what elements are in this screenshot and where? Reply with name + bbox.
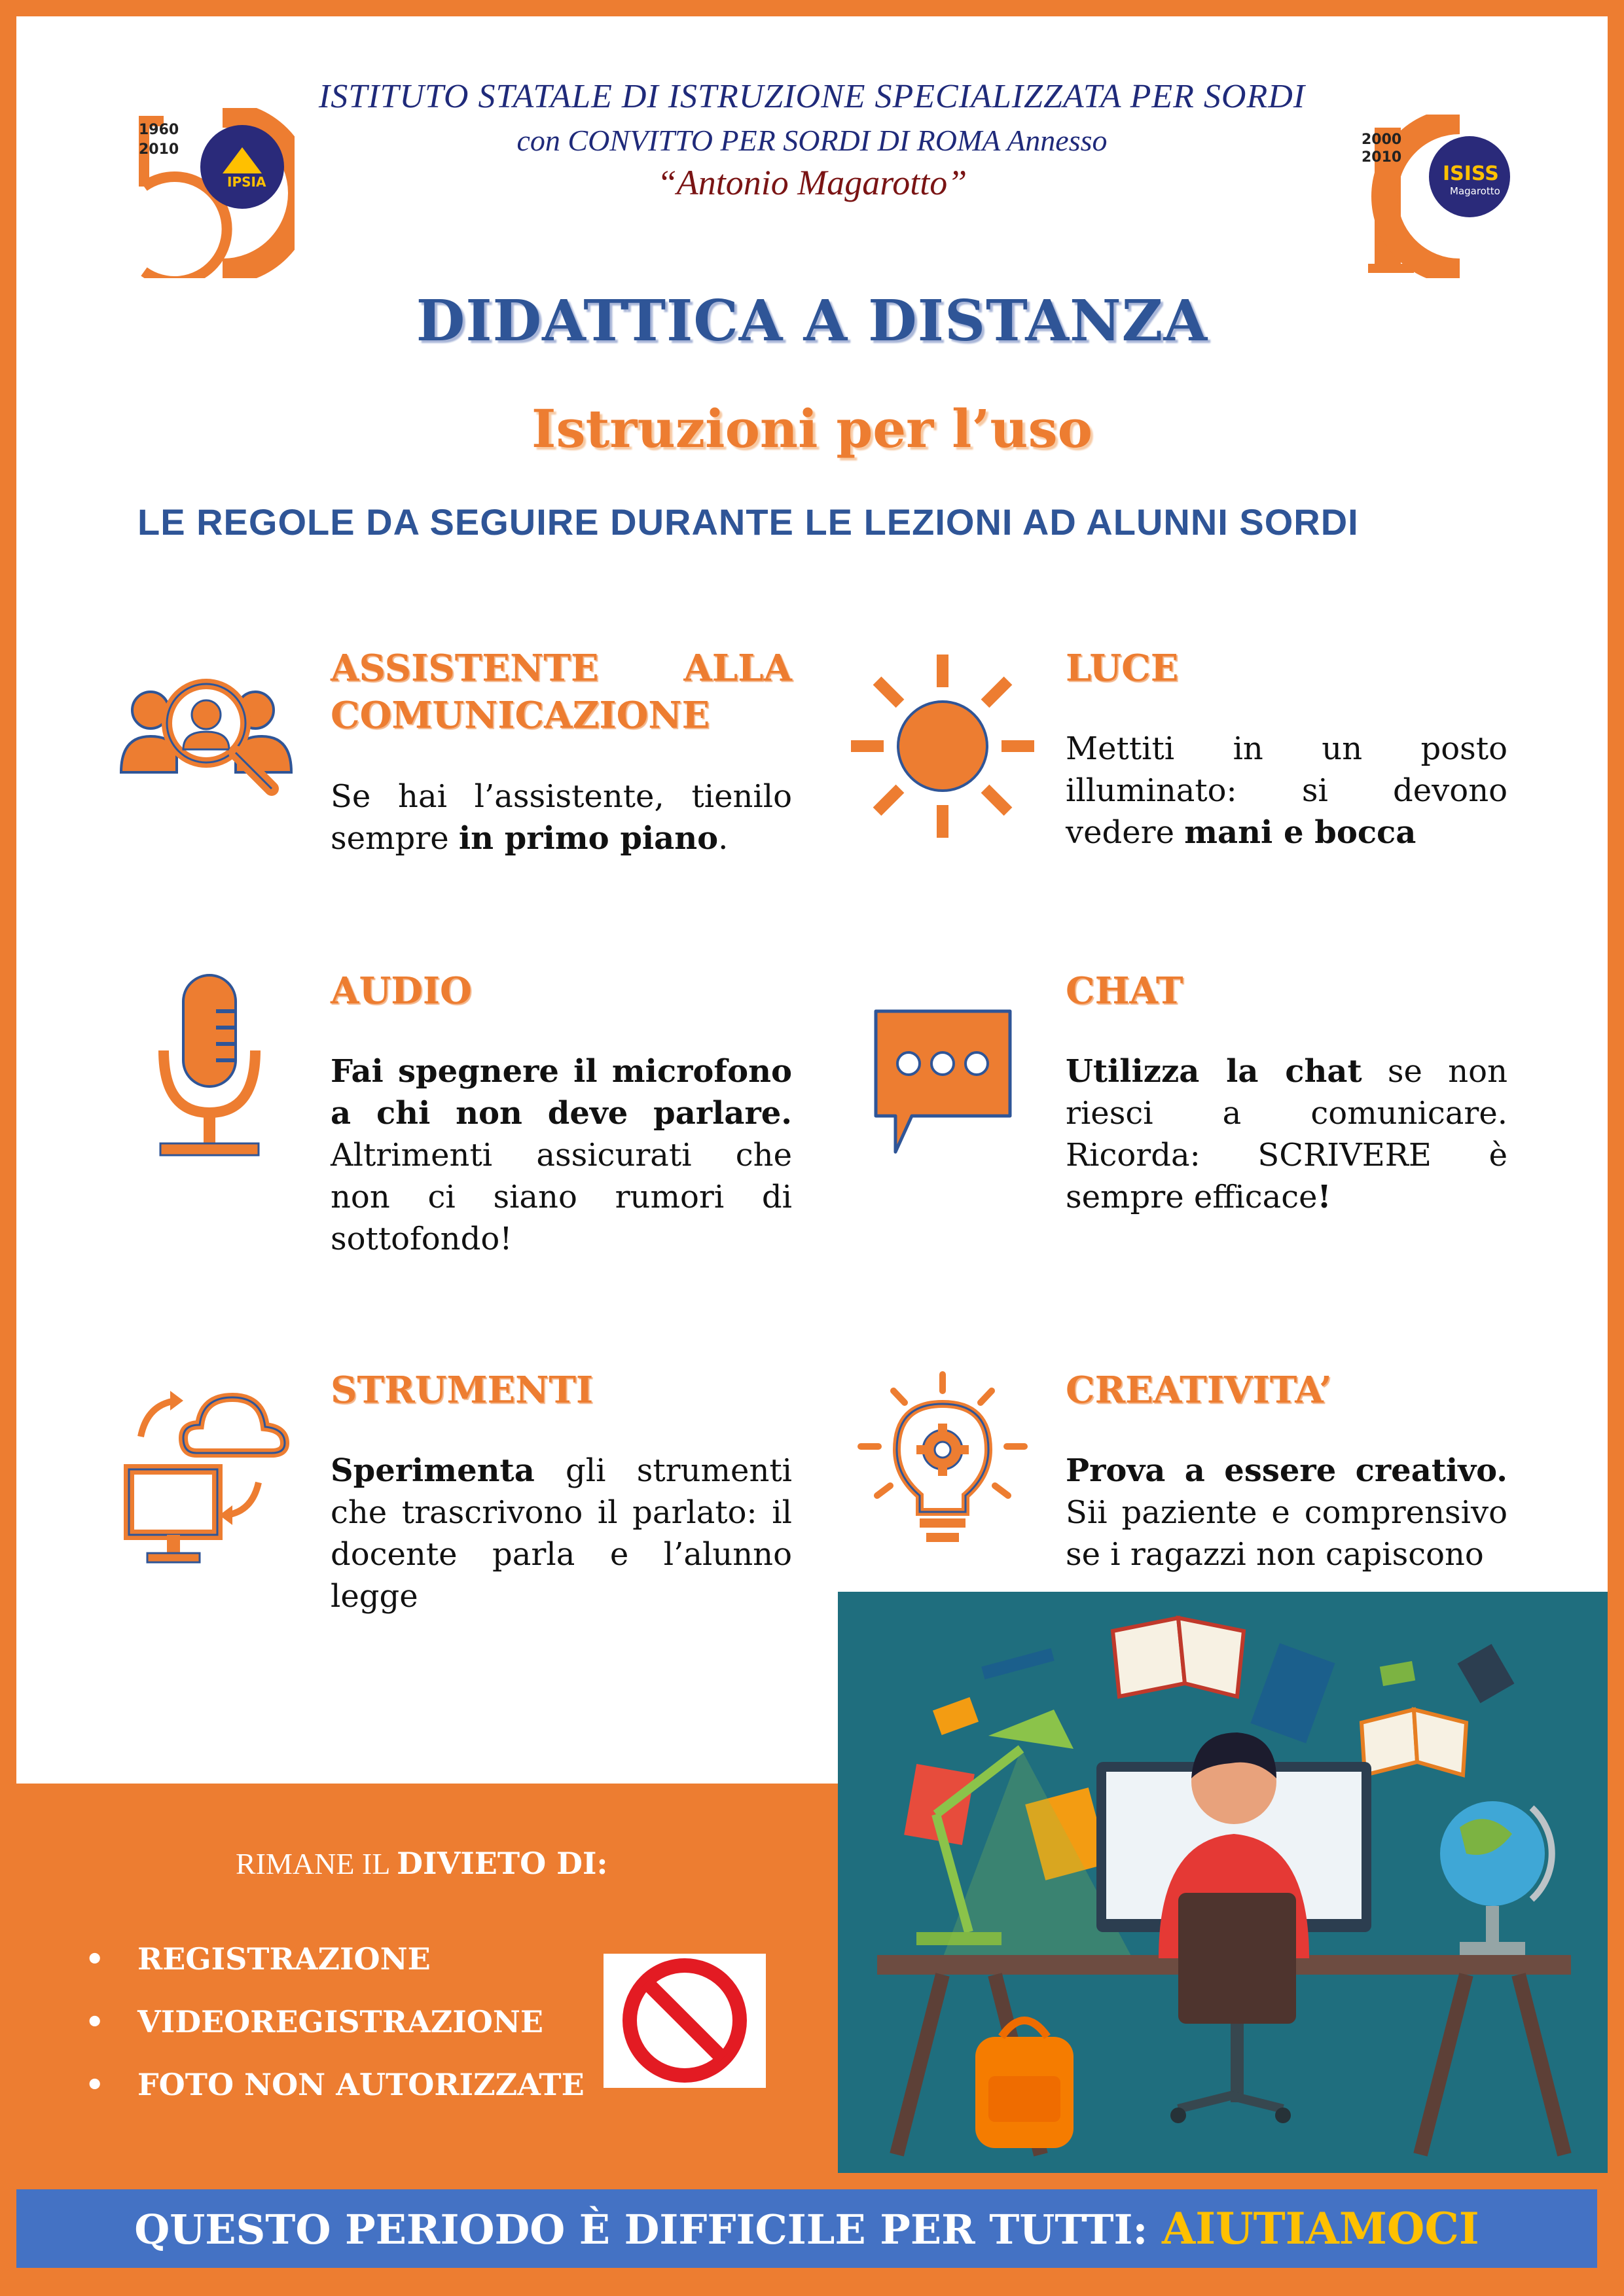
text-creativita-bold: Prova a essere creativo. xyxy=(1066,1452,1507,1489)
ban-intro-bold: DIVIETO DI: xyxy=(397,1846,608,1881)
text-chat-post: se non riesci a comunicare. Ricorda: SCRIVERE è sempre efficace xyxy=(1066,1053,1507,1215)
footer-text-main: QUESTO PERIODO È DIFFICILE PER TUTTI: xyxy=(134,2206,1162,2253)
isiss-10-logo xyxy=(1362,115,1519,278)
page-title: DIDATTICA A DISTANZA xyxy=(416,288,1208,354)
text-luce xyxy=(1066,728,1507,853)
lightbulb-gear-icon xyxy=(857,1371,1028,1554)
text-chat-end: ! xyxy=(1317,1179,1331,1215)
school-name-line3: “Antonio Magarotto” xyxy=(657,163,967,202)
prohibited-icon-box xyxy=(604,1954,766,2088)
text-luce-pre: Mettiti in un posto illuminato: si devono vedere xyxy=(1066,730,1507,851)
logo-right-badge-sub: Magarotto xyxy=(1450,185,1500,197)
ban-intro xyxy=(236,1846,608,1881)
ban-intro-pre: RIMANE IL xyxy=(236,1847,397,1880)
search-people-icon xyxy=(118,674,295,805)
ipsia-50-logo xyxy=(137,108,295,278)
heading-luce: LUCE xyxy=(1066,647,1179,690)
text-audio-bold: Fai spegnere il microfono a chi non deve parlare. xyxy=(331,1053,792,1132)
microphone-icon xyxy=(154,972,265,1162)
text-strumenti-bold: Sperimenta xyxy=(331,1452,535,1489)
text-assistente-pre: Se hai l’assistente, tienilo sempre xyxy=(331,778,792,857)
logo-right-year-bottom: 2010 xyxy=(1362,149,1402,166)
heading-chat: CHAT xyxy=(1066,969,1183,1013)
text-creativita-post: Sii paziente e comprensivo se i ragazzi non capiscono xyxy=(1066,1494,1507,1573)
school-name-line2: con CONVITTO PER SORDI DI ROMA Annesso xyxy=(516,124,1108,157)
cloud-sync-icon xyxy=(121,1378,295,1574)
footer-text xyxy=(16,2189,1597,2268)
logo-left-year-top: 1960 xyxy=(139,122,179,138)
heading-creativita: CREATIVITA’ xyxy=(1066,1369,1332,1412)
chat-bubble-icon xyxy=(869,1005,1017,1162)
heading-assistente-word2: ALLA xyxy=(683,647,792,690)
text-audio-post: Altrimenti assicurati che non ci siano rumori di sottofondo! xyxy=(331,1137,792,1257)
ban-item: • VIDEOREGISTRAZIONE xyxy=(79,1990,585,2053)
text-audio xyxy=(331,1050,792,1260)
text-chat-bold: Utilizza la chat xyxy=(1066,1053,1362,1090)
logo-left-badge: IPSIA xyxy=(227,174,266,190)
heading-assistente-line1 xyxy=(331,645,792,692)
text-chat xyxy=(1066,1050,1507,1218)
text-luce-bold: mani e bocca xyxy=(1184,814,1416,851)
student-at-computer-illustration xyxy=(838,1592,1608,2173)
ban-item: • REGISTRAZIONE xyxy=(79,1928,585,1990)
text-assistente xyxy=(331,776,792,859)
page-subtitle: Istruzioni per l’uso xyxy=(532,398,1092,459)
heading-strumenti: STRUMENTI xyxy=(331,1369,594,1412)
text-assistente-bold: in primo piano xyxy=(458,820,719,857)
heading-assistente xyxy=(331,645,792,739)
logo-left-year-bottom: 2010 xyxy=(139,141,179,158)
ban-list xyxy=(79,1928,585,2116)
logo-right-year-top: 2000 xyxy=(1362,132,1402,148)
footer-accent: AIUTIAMOCI xyxy=(1161,2203,1479,2254)
logo-right-badge: ISISS xyxy=(1443,162,1499,185)
heading-assistente-word1: ASSISTENTE xyxy=(331,647,599,690)
prohibited-icon xyxy=(604,1954,766,2088)
text-strumenti-post: gli strumenti che trascrivono il parlato: il docente parla e l’alunno legge xyxy=(331,1452,792,1615)
footer-banner xyxy=(16,2189,1597,2268)
sun-icon xyxy=(848,651,1038,841)
heading-audio: AUDIO xyxy=(331,969,472,1013)
text-assistente-post: . xyxy=(718,820,729,857)
text-strumenti xyxy=(331,1450,792,1617)
heading-assistente-line2: COMUNICAZIONE xyxy=(331,694,710,737)
rules-heading: LE REGOLE DA SEGUIRE DURANTE LE LEZIONI AD ALUNNI SORDI xyxy=(137,501,1359,543)
school-name-line1: ISTITUTO STATALE DI ISTRUZIONE SPECIALIZZATA PER SORDI xyxy=(318,78,1306,115)
text-creativita xyxy=(1066,1450,1507,1575)
ban-item: • FOTO NON AUTORIZZATE xyxy=(79,2053,585,2116)
